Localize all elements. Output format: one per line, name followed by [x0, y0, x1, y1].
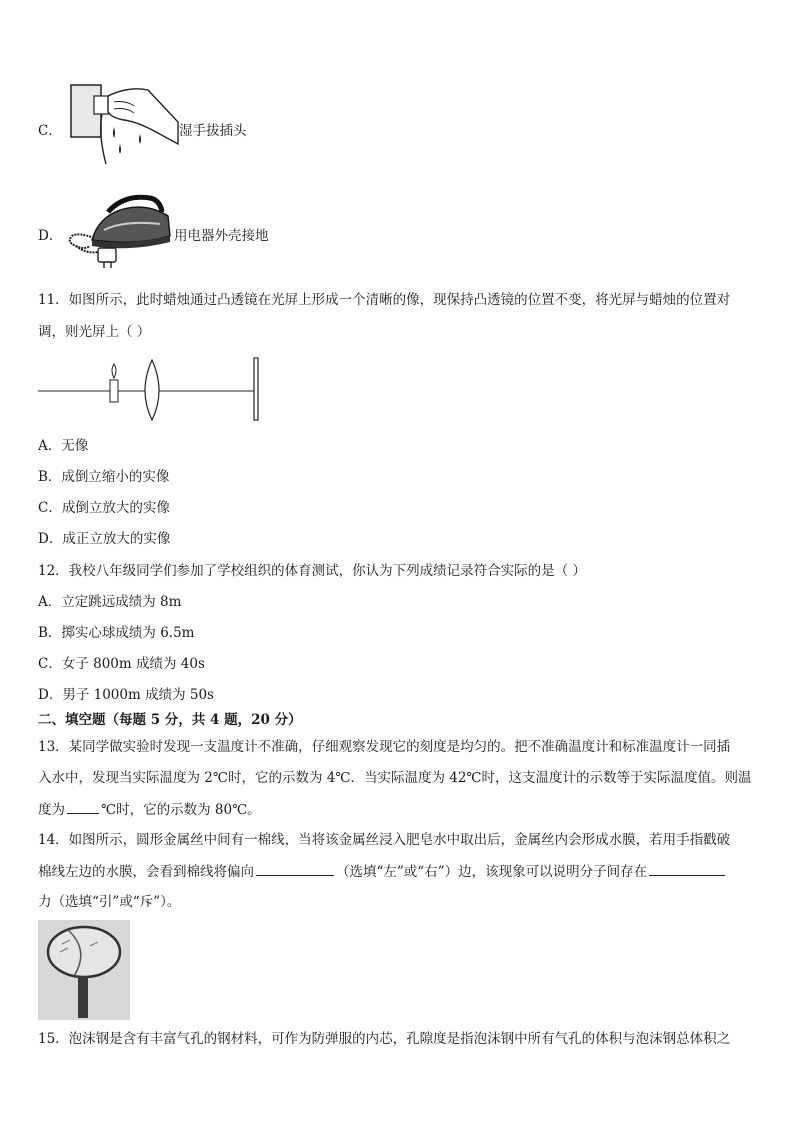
wet-hand-plug-illustration — [68, 82, 183, 172]
q14-stem-line3: 力（选填“引”或“斥”）。 — [38, 894, 181, 910]
q11-stem-line1: 11．如图所示，此时蜡烛通过凸透镜在光屏上形成一个清晰的像，现保持凸透镜的位置不变，将光屏与蜡烛的位置对 — [38, 292, 731, 308]
q13-line3-prefix: 度为 — [38, 802, 65, 818]
option-c-letter: C． — [38, 123, 62, 139]
q13-answer-blank[interactable] — [67, 799, 99, 814]
q12-stem: 12．我校八年级同学们参加了学校组织的体育测试，你认为下列成绩记录符合实际的是（ ） — [38, 563, 586, 579]
q12-option-c: C．女子 800m 成绩为 40s — [38, 656, 205, 672]
q11-stem-line2: 调，则光屏上（ ） — [38, 324, 151, 340]
wire-loop-soap-film-diagram — [38, 920, 130, 1020]
q14-stem-line1: 14．如图所示，圆形金属丝中间有一棉线，当将该金属丝浸入肥皂水中取出后，金属丝内会形成水膜，若用手指戳破 — [38, 832, 731, 848]
iron-appliance-illustration — [64, 188, 174, 270]
q11-option-d: D．成正立放大的实像 — [38, 531, 171, 547]
q13-stem-line3 — [38, 799, 758, 820]
q14-answer-blank-2[interactable] — [649, 861, 725, 876]
q15-stem-line1: 15．泡沫钢是含有丰富气孔的钢材料，可作为防弹服的内芯，孔隙度是指泡沫钢中所有气孔的体积与泡沫钢总体积之 — [38, 1031, 731, 1047]
q12-option-a: A．立定跳远成绩为 8m — [38, 594, 182, 610]
q14-answer-blank-1[interactable] — [256, 861, 334, 876]
q14-line2-middle: （选填“左”或“右”）边，该现象可以说明分子间存在 — [336, 864, 648, 880]
section-heading-fill-blank: 二、填空题（每题 5 分，共 4 题，20 分） — [38, 712, 302, 728]
option-d-letter: D． — [38, 228, 63, 244]
q11-option-c: C．成倒立放大的实像 — [38, 500, 170, 516]
q12-option-b: B．掷实心球成绩为 6.5m — [38, 625, 195, 641]
q14-line2-prefix: 棉线左边的水膜，会看到棉线将偏向 — [38, 864, 254, 880]
q13-stem-line1: 13．某同学做实验时发现一支温度计不准确，仔细观察发现它的刻度是均匀的。把不准确温度计和标准温度计一同插 — [38, 739, 731, 755]
option-c-caption: 湿手拔插头 — [179, 123, 247, 139]
q13-stem-line2: 入水中，发现当实际温度为 2℃时，它的示数为 4℃．当实际温度为 42℃时，这支温度计的示数等于实际温度值。则温 — [38, 770, 752, 786]
q14-stem-line2 — [38, 861, 758, 882]
q12-option-d: D．男子 1000m 成绩为 50s — [38, 687, 214, 703]
q13-line3-suffix: ℃时，它的示数为 80℃。 — [101, 802, 261, 818]
q11-option-b: B．成倒立缩小的实像 — [38, 469, 170, 485]
option-d-caption: 用电器外壳接地 — [174, 228, 269, 244]
q11-option-a: A．无像 — [38, 438, 89, 454]
lens-candle-screen-diagram — [38, 356, 268, 422]
